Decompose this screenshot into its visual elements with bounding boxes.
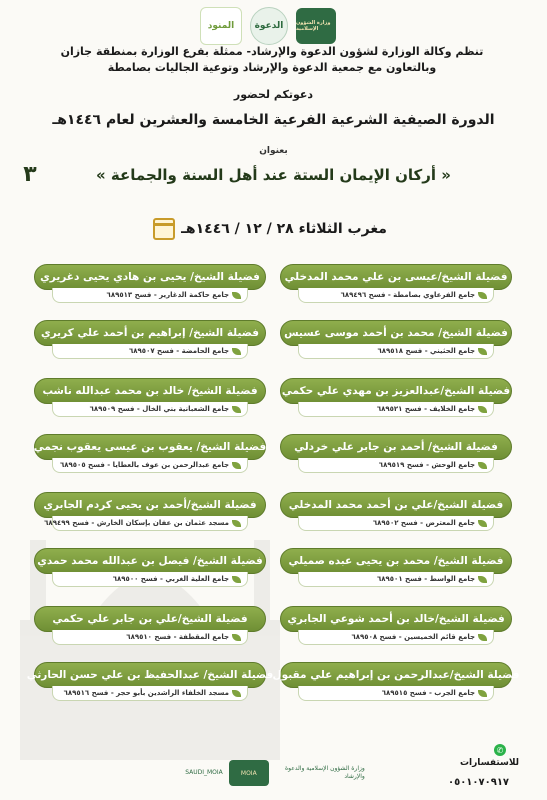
footer-ministry-logo: MOIA bbox=[229, 760, 269, 786]
sheikh-name: فضيلة الشيخ/ محمد بن أحمد موسى عسيس bbox=[280, 320, 512, 346]
lesson-card bbox=[26, 662, 274, 700]
mosque-text: جامع الوحش - فسح ٦٨٩٥١٩ bbox=[378, 461, 475, 469]
mosque-text: جامع الجرب - فسح ٦٨٩٥١٥ bbox=[381, 689, 475, 697]
mosque-text: مسجد الخلفاء الراشدين بأبو حجر - فسح ٦٨٩٥١٦ bbox=[63, 689, 229, 697]
lesson-card bbox=[280, 434, 512, 472]
whatsapp-icon: ✆ bbox=[494, 744, 506, 756]
lesson-card bbox=[280, 548, 512, 586]
ministry-logo: وزارة الشؤون الإسلامية bbox=[296, 8, 336, 44]
lesson-card bbox=[280, 606, 512, 644]
lesson-card bbox=[34, 378, 266, 416]
mosque-info bbox=[52, 686, 248, 701]
lesson-card bbox=[34, 606, 266, 644]
leaf-icon bbox=[478, 406, 487, 413]
organizer-line-2: وبالتعاون مع جمعية الدعوة والإرشاد وتوعية الجاليات بصامطة bbox=[107, 61, 437, 74]
mosque-text: مسجد عثمان بن عفان بإسكان الخارش - فسح ٦٨٩٤٩٩ bbox=[44, 519, 229, 527]
leaf-icon bbox=[232, 462, 241, 469]
sheikh-name: فضيلة الشيخ/عيسى بن علي محمد المدخلي bbox=[280, 264, 512, 290]
leaf-icon bbox=[232, 576, 241, 583]
lesson-number: ٣ bbox=[23, 162, 37, 187]
contact-phone[interactable]: ٠٥٠١٠٧٠٩١٧ bbox=[448, 777, 510, 788]
leaf-icon bbox=[232, 634, 241, 641]
al-manar-logo: المنود bbox=[200, 7, 242, 45]
leaf-icon bbox=[478, 520, 487, 527]
sheikh-name: فضيلة الشيخ/ إبراهيم بن أحمد علي كريري bbox=[34, 320, 266, 346]
sheikh-name: فضيلة الشيخ/ أحمد بن جابر علي خردلي bbox=[280, 434, 512, 460]
mosque-info bbox=[298, 458, 494, 473]
sheikh-name: فضيلة الشيخ/علي بن جابر علي حكمي bbox=[34, 606, 266, 632]
mosque-info bbox=[44, 516, 248, 531]
lesson-card bbox=[34, 320, 266, 358]
lesson-card bbox=[34, 434, 266, 472]
mosque-text: جامع الواسط - فسح ٦٨٩٥٠١ bbox=[376, 575, 475, 583]
mosque-info bbox=[298, 344, 494, 359]
organizer-text bbox=[17, 44, 527, 76]
mosque-info bbox=[298, 686, 494, 701]
leaf-icon bbox=[478, 348, 487, 355]
sheikh-name: فضيلة الشيخ/خالد بن أحمد شوعي الجابري bbox=[280, 606, 512, 632]
leaf-icon bbox=[478, 292, 487, 299]
invite-text: دعوتكم لحضور bbox=[233, 88, 314, 101]
calendar-icon bbox=[153, 218, 175, 240]
mosque-text: جامع حاكمة الدغارير - فسح ٦٨٩٥١٣ bbox=[106, 291, 229, 299]
lesson-card bbox=[280, 492, 512, 530]
sheikh-name: فضيلة الشيخ/عبدالعزيز بن مهدي علي حكمي bbox=[280, 378, 512, 404]
course-topic: « أركان الإيمان الستة عند أهل السنة والجماعة » bbox=[96, 166, 451, 184]
leaf-icon bbox=[478, 634, 487, 641]
sheikh-name: فضيلة الشيخ/أحمد بن يحيى كردم الجابري bbox=[34, 492, 266, 518]
lesson-card bbox=[280, 378, 512, 416]
mosque-info bbox=[52, 288, 248, 303]
mosque-info bbox=[52, 344, 248, 359]
mosque-text: جامع الحثيني - فسح ٦٨٩٥١٨ bbox=[377, 347, 475, 355]
sheikh-name: فضيلة الشيخ/ يعقوب بن عيسى يعقوب نجمي bbox=[34, 434, 266, 460]
organizer-line-1: تنظم وكالة الوزارة لشؤون الدعوة والإرشاد- ممثلة بفرع الوزارة بمنطقة جازان bbox=[60, 45, 484, 58]
mosque-info bbox=[52, 402, 248, 417]
contact-label: للاستفسارات bbox=[460, 758, 520, 768]
mosque-text: جامع المعترض - فسح ٦٨٩٥٠٢ bbox=[372, 519, 475, 527]
lesson-card bbox=[272, 662, 520, 700]
date-text: مغرب الثلاثاء ٢٨ / ١٢ / ١٤٤٦هـ bbox=[181, 221, 387, 237]
sheikh-name: فضيلة الشيخ/ فيصل بن عبدالله محمد حمدي bbox=[34, 548, 266, 574]
mosque-info bbox=[52, 572, 248, 587]
mosque-text: جامع قائم الخميسين - فسح ٦٨٩٥٠٨ bbox=[351, 633, 475, 641]
lesson-card bbox=[34, 548, 266, 586]
mosque-info bbox=[52, 458, 248, 473]
dawah-logo: الدعوة bbox=[250, 7, 288, 45]
leaf-icon bbox=[232, 406, 241, 413]
subtitle-label: بعنوان bbox=[259, 146, 288, 156]
mosque-info bbox=[298, 402, 494, 417]
lesson-card bbox=[34, 264, 266, 302]
sheikh-name: فضيلة الشيخ/ يحيى بن هادي يحيى دغريري bbox=[34, 264, 266, 290]
footer-ministry-text: وزارة الشؤون الإسلامية والدعوة والإرشاد bbox=[285, 765, 365, 780]
header-logos bbox=[200, 6, 350, 46]
mosque-info bbox=[298, 572, 494, 587]
mosque-info bbox=[52, 630, 248, 645]
footer-branding bbox=[160, 756, 390, 790]
mosque-info bbox=[298, 630, 494, 645]
lesson-card bbox=[280, 320, 512, 358]
mosque-text: جامع العلية الغربي - فسح ٦٨٩٥٠٠ bbox=[112, 575, 229, 583]
leaf-icon bbox=[232, 520, 241, 527]
mosque-info bbox=[298, 516, 494, 531]
leaf-icon bbox=[232, 348, 241, 355]
mosque-info bbox=[298, 288, 494, 303]
sheikh-name: فضيلة الشيخ/ عبدالحفيظ بن علي حسن الحارثي bbox=[34, 662, 266, 688]
leaf-icon bbox=[232, 690, 241, 697]
leaf-icon bbox=[232, 292, 241, 299]
mosque-text: جامع الفرعاوي بصامطة - فسح ٦٨٩٤٩٦ bbox=[340, 291, 475, 299]
sheikh-name: فضيلة الشيخ/ خالد بن محمد عبدالله ناشب bbox=[34, 378, 266, 404]
leaf-icon bbox=[478, 576, 487, 583]
lesson-card bbox=[34, 492, 266, 530]
leaf-icon bbox=[478, 690, 487, 697]
date-row bbox=[120, 218, 420, 240]
mosque-text: جامع الخلايف - فسح ٦٨٩٥٢١ bbox=[376, 405, 475, 413]
mosque-text: جامع عبدالرحمن بن عوف بالعطايا - فسح ٦٨٩٥٠٥ bbox=[59, 461, 229, 469]
mosque-text: جامع الشعبانية بني الخال - فسح ٦٨٩٥٠٩ bbox=[89, 405, 229, 413]
leaf-icon bbox=[478, 462, 487, 469]
footer-handle: SAUDI_MOIA bbox=[185, 769, 223, 776]
sheikh-name: فضيلة الشيخ/ محمد بن يحيى عبده صميلي bbox=[280, 548, 512, 574]
mosque-text: جامع الحامضة - فسح ٦٨٩٥٠٧ bbox=[128, 347, 229, 355]
course-title: الدورة الصيفية الشرعية الفرعية الخامسة والعشرين لعام ١٤٤٦هـ bbox=[52, 112, 495, 128]
sheikh-name: فضيلة الشيخ/عبدالرحمن بن إبراهيم علي مقبول bbox=[280, 662, 512, 688]
lesson-card bbox=[280, 264, 512, 302]
mosque-text: جامع المقطفة - فسح ٦٨٩٥١٠ bbox=[126, 633, 229, 641]
sheikh-name: فضيلة الشيخ/علي بن أحمد محمد المدخلي bbox=[280, 492, 512, 518]
